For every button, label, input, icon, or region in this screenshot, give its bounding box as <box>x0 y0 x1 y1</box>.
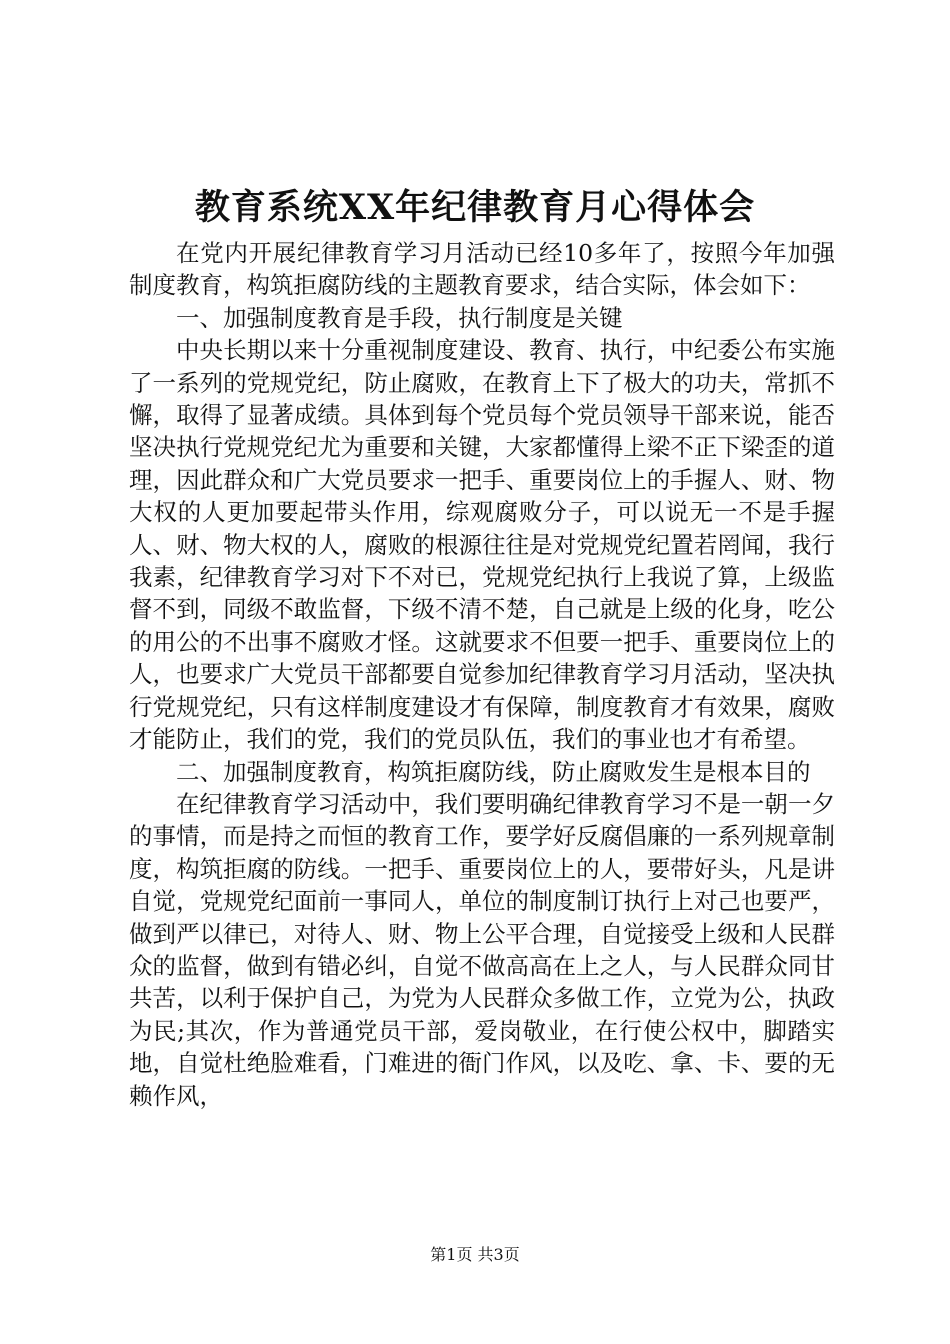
paragraph-intro: 在党内开展纪律教育学习月活动已经10多年了，按照今年加强制度教育，构筑拒腐防线的主题教育要求，结合实际，体会如下： <box>129 239 835 300</box>
paragraph-section-2: 在纪律教育学习活动中，我们要明确纪律教育学习不是一朝一夕的事情，而是持之而恒的教育工作，要学好反腐倡廉的一系列规章制度，构筑拒腐的防线。一把手、重要岗位上的人，要带好头，凡是讲自觉，党规党纪面前一事同人，单位的制度制订执行上对己也要严，做到严以律已，对待人、财、物上公平合理，自觉接受上级和人民群众的监督，做到有错必纠，自觉不做高高在上之人，与人民群众同甘共苦，以利于保护自己，为党为人民群众多做工作，立党为公，执政为民;其次，作为普通党员干部，爱岗敬业，在行使公权中，脚踏实地，自觉杜绝脸难看，门难进的衙门作风，以及吃、拿、卡、要的无赖作风， <box>129 789 835 1110</box>
document-body <box>129 237 835 1112</box>
page-number-footer: 第1页 共3页 <box>430 1245 520 1264</box>
paragraph-section-1: 中央长期以来十分重视制度建设、教育、执行，中纪委公布实施了一系列的党规党纪，防止腐败，在教育上下了极大的功夫，常抓不懈，取得了显著成绩。具体到每个党员每个党员领导干部来说，能否坚决执行党规党纪尤为重要和关键，大家都懂得上梁不正下梁歪的道理，因此群众和广大党员要求一把手、重要岗位上的手握人、财、物大权的人更加要起带头作用，综观腐败分子，可以说无一不是手握人、财、物大权的人，腐败的根源往往是对党规党纪置若罔闻，我行我素，纪律教育学习对下不对已，党规党纪执行上我说了算，上级监督不到，同级不敢监督，下级不清不楚，自己就是上级的化身，吃公的用公的不出事不腐败才怪。这就要求不但要一把手、重要岗位上的人，也要求广大党员干部都要自觉参加纪律教育学习月活动，坚决执行党规党纪，只有这样制度建设才有保障，制度教育才有效果，腐败才能防止，我们的党，我们的党员队伍，我们的事业也才有希望。 <box>129 336 835 754</box>
document-title: 教育系统XX年纪律教育月心得体会 <box>194 187 756 228</box>
section-heading-2: 二、加强制度教育，构筑拒腐防线，防止腐败发生是根本目的 <box>176 757 811 786</box>
section-heading-1: 一、加强制度教育是手段，执行制度是关键 <box>176 303 623 332</box>
